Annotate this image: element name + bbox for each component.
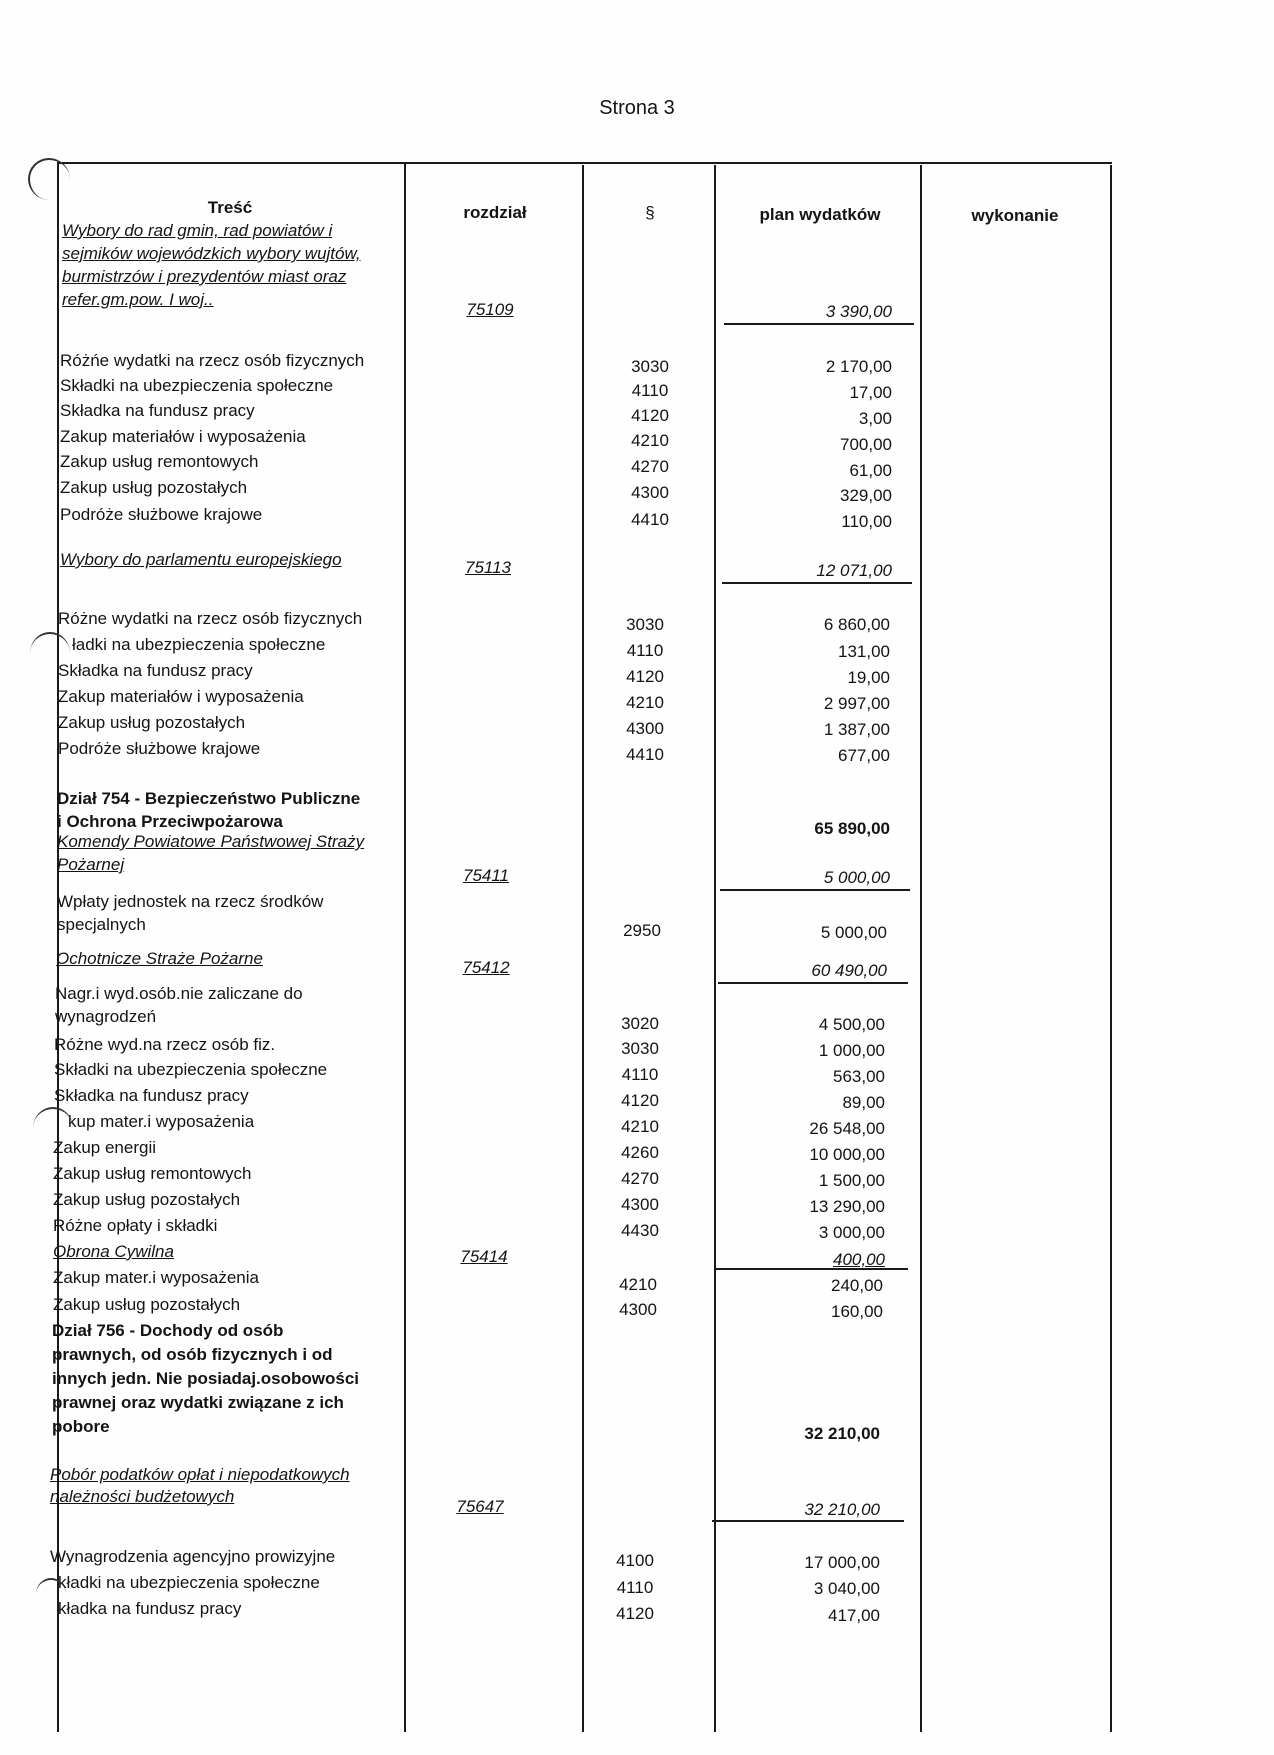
- row-name: Składka na fundusz pracy: [58, 661, 253, 680]
- row-amount: 13 290,00: [809, 1197, 885, 1216]
- row-paragraf: 4120: [631, 406, 669, 425]
- dzial-title: prawnej oraz wydatki związane z ich: [52, 1393, 344, 1412]
- section-title: Obrona Cywilna: [53, 1242, 174, 1261]
- dzial-title: prawnych, od osób fizycznych i od: [52, 1345, 333, 1364]
- row-paragraf: 4120: [621, 1091, 659, 1110]
- row-name: Zakup usług remontowych: [53, 1164, 252, 1183]
- row-name: ładki na ubezpieczenia społeczne: [72, 635, 326, 654]
- row-name: Zakup mater.i wyposażenia: [53, 1268, 259, 1287]
- row-name: Zakup energii: [53, 1138, 157, 1157]
- dzial-title: innych jedn. Nie posiadaj.osobowości: [52, 1369, 359, 1388]
- row-name: Wynagrodzenia agencyjno prowizyjne: [50, 1547, 336, 1566]
- row-amount: 1 387,00: [823, 720, 890, 739]
- scan-artifact: [30, 632, 70, 674]
- row-name: Składka na fundusz pracy: [60, 401, 255, 420]
- section-total: 400,00: [833, 1250, 885, 1269]
- row-name: kładka na fundusz pracy: [58, 1599, 242, 1618]
- row-paragraf: 3030: [626, 615, 664, 634]
- row-paragraf: 4210: [619, 1275, 657, 1294]
- row-paragraf: 4110: [616, 1578, 654, 1597]
- rozdzial-code: 75109: [466, 300, 514, 319]
- row-amount: 5 000,00: [820, 923, 887, 942]
- dzial-title: Dział 754 - Bezpieczeństwo Publiczne: [57, 789, 361, 808]
- row-paragraf: 4410: [631, 510, 669, 529]
- header-plan: plan wydatków: [759, 205, 881, 224]
- row-paragraf: 4210: [621, 1117, 659, 1136]
- row-amount: 4 500,00: [818, 1015, 885, 1034]
- section-total: 12 071,00: [816, 561, 892, 580]
- section-title: refer.gm.pow. I woj..: [62, 290, 214, 309]
- row-paragraf: 4110: [631, 381, 669, 400]
- row-amount: 563,00: [833, 1067, 885, 1086]
- section-title: Ochotnicze Straże Pożarne: [56, 949, 263, 968]
- row-amount: 89,00: [842, 1093, 885, 1112]
- row-name: Zakup usług pozostałych: [53, 1190, 241, 1209]
- section-total: 3 390,00: [825, 302, 892, 321]
- row-paragraf: 4410: [626, 745, 664, 764]
- header-tresc: Treść: [207, 198, 253, 217]
- row-paragraf: 4300: [626, 719, 664, 738]
- dzial-title: Dział 756 - Dochody od osób: [52, 1321, 284, 1340]
- section-title: Wybory do parlamentu europejskiego: [60, 550, 342, 569]
- row-paragraf: 3030: [621, 1039, 659, 1058]
- row-name: kup mater.i wyposażenia: [68, 1112, 255, 1131]
- row-paragraf: 4300: [621, 1195, 659, 1214]
- row-amount: 700,00: [840, 435, 892, 454]
- row-name: Zakup usług remontowych: [60, 452, 259, 471]
- dzial-total: 65 890,00: [814, 819, 890, 838]
- dzial-title: i Ochrona Przeciwpożarowa: [57, 812, 283, 831]
- scan-artifact: [28, 158, 70, 200]
- row-amount: 1 500,00: [818, 1171, 885, 1190]
- row-name: Zakup materiałów i wyposażenia: [60, 427, 306, 446]
- row-name: specjalnych: [57, 915, 146, 934]
- row-amount: 2 997,00: [823, 694, 890, 713]
- row-paragraf: 4210: [626, 693, 664, 712]
- rozdzial-code: 75412: [462, 958, 510, 977]
- row-amount: 1 000,00: [818, 1041, 885, 1060]
- section-title: Komendy Powiatowe Państwowej Straży: [57, 832, 365, 851]
- row-name: Zakup usług pozostałych: [60, 478, 248, 497]
- row-name: Wpłaty jednostek na rzecz środków: [57, 892, 324, 911]
- row-name: kładki na ubezpieczenia społeczne: [58, 1573, 320, 1592]
- row-paragraf: 3020: [621, 1014, 659, 1033]
- row-amount: 131,00: [838, 642, 890, 661]
- section-total: 60 490,00: [811, 961, 887, 980]
- row-name: Zakup materiałów i wyposażenia: [58, 687, 304, 706]
- dzial-total: 32 210,00: [804, 1424, 880, 1443]
- row-amount: 61,00: [849, 461, 892, 480]
- row-name: Różńe wydatki na rzecz osób fizycznych: [60, 351, 365, 370]
- rozdzial-code: 75411: [462, 866, 509, 885]
- row-amount: 329,00: [840, 486, 892, 505]
- row-amount: 17,00: [849, 383, 892, 402]
- row-amount: 26 548,00: [809, 1119, 885, 1138]
- row-amount: 417,00: [828, 1606, 880, 1625]
- row-name: Zakup usług pozostałych: [58, 713, 246, 732]
- dzial-title: pobore: [52, 1417, 110, 1436]
- section-total: 5 000,00: [823, 868, 890, 887]
- scan-artifact: [33, 1107, 73, 1149]
- rozdzial-code: 75414: [460, 1247, 508, 1266]
- row-name: Różne wydatki na rzecz osób fizycznych: [58, 609, 363, 628]
- row-paragraf: 4300: [619, 1300, 657, 1319]
- row-paragraf: 4260: [621, 1143, 659, 1162]
- section-title: sejmików wojewódzkich wybory wujtów,: [62, 244, 361, 263]
- row-paragraf: 4210: [631, 431, 669, 450]
- row-paragraf: 4110: [626, 641, 664, 660]
- row-amount: 160,00: [831, 1302, 883, 1321]
- row-name: Różne opłaty i składki: [53, 1216, 218, 1235]
- scan-artifact: [36, 1578, 66, 1610]
- row-paragraf: 4270: [631, 457, 669, 476]
- row-amount: 19,00: [847, 668, 890, 687]
- row-name: Składki na ubezpieczenia społeczne: [60, 376, 334, 395]
- row-paragraf: 4430: [621, 1221, 659, 1240]
- section-title: Pożarnej: [57, 855, 125, 874]
- rozdzial-code: 75113: [464, 558, 511, 577]
- row-amount: 110,00: [841, 512, 892, 531]
- row-amount: 6 860,00: [823, 615, 890, 634]
- row-amount: 10 000,00: [809, 1145, 885, 1164]
- row-paragraf: 4110: [621, 1065, 659, 1084]
- section-title: burmistrzów i prezydentów miast oraz: [62, 267, 347, 286]
- section-title: Wybory do rad gmin, rad powiatów i: [62, 221, 333, 240]
- row-name: Nagr.i wyd.osób.nie zaliczane do: [55, 984, 303, 1003]
- row-name: Podróże służbowe krajowe: [58, 739, 261, 758]
- row-amount: 3 040,00: [813, 1579, 880, 1598]
- row-amount: 2 170,00: [825, 357, 892, 376]
- header-wykonanie: wykonanie: [971, 206, 1059, 225]
- header-paragraf: §: [645, 203, 655, 222]
- row-amount: 677,00: [838, 746, 890, 765]
- page-title: Strona 3: [599, 97, 675, 119]
- row-name: wynagrodzeń: [55, 1007, 157, 1026]
- row-name: Zakup usług pozostałych: [53, 1295, 241, 1314]
- row-paragraf: 4120: [616, 1604, 654, 1623]
- row-amount: 240,00: [831, 1276, 883, 1295]
- section-title: Pobór podatków opłat i niepodatkowych: [50, 1465, 350, 1484]
- row-amount: 17 000,00: [804, 1553, 880, 1572]
- row-amount: 3,00: [858, 409, 892, 428]
- header-rozdzial: rozdział: [463, 203, 527, 222]
- section-total: 32 210,00: [804, 1500, 880, 1519]
- row-name: Różne wyd.na rzecz osób fiz.: [54, 1035, 276, 1054]
- row-name: Składka na fundusz pracy: [54, 1086, 249, 1105]
- row-paragraf: 4100: [616, 1551, 654, 1570]
- row-paragraf: 2950: [623, 921, 661, 940]
- row-name: Składki na ubezpieczenia społeczne: [54, 1060, 328, 1079]
- rozdzial-code: 75647: [456, 1497, 504, 1516]
- row-paragraf: 4300: [631, 483, 669, 502]
- row-amount: 3 000,00: [818, 1223, 885, 1242]
- row-paragraf: 4270: [621, 1169, 659, 1188]
- section-title: należności budżetowych: [50, 1487, 235, 1506]
- row-paragraf: 4120: [626, 667, 664, 686]
- row-name: Podróże służbowe krajowe: [60, 505, 263, 524]
- row-paragraf: 3030: [631, 357, 669, 376]
